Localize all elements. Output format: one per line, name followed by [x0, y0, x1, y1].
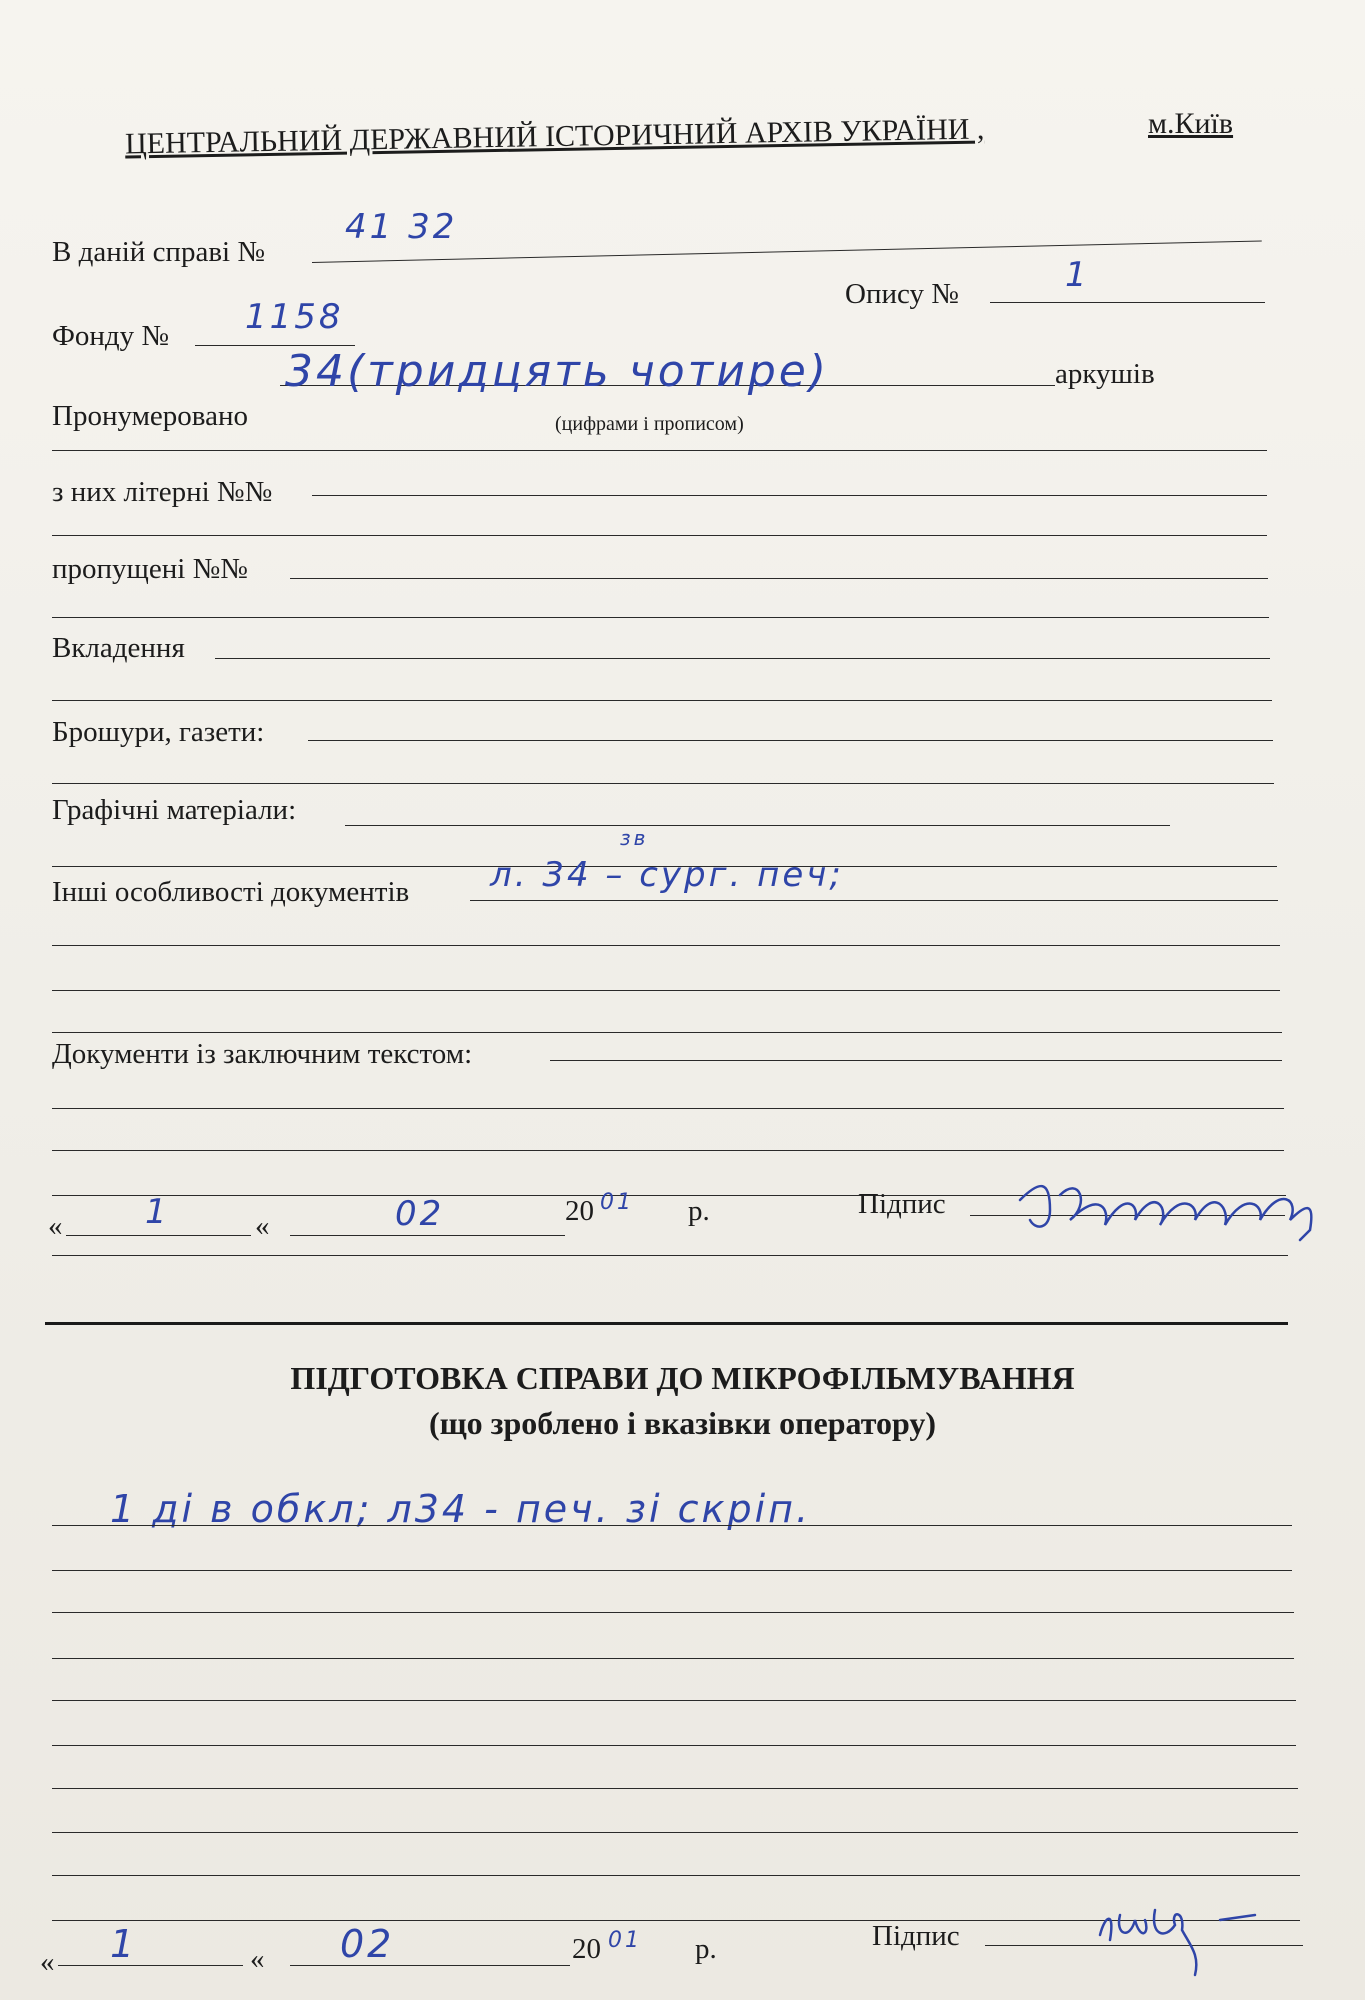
case-number-label: В даній справі № [52, 236, 265, 268]
date1-month-line [290, 1235, 565, 1236]
missing-numbers-line [290, 578, 1268, 579]
section2-subtitle: (що зроблено і вказівки оператору) [428, 1405, 937, 1441]
inventory-label: Опису № [845, 278, 959, 310]
blank-line [52, 535, 1267, 536]
archive-title: ЦЕНТРАЛЬНИЙ ДЕРЖАВНИЙ ІСТОРИЧНИЙ АРХІВ УКРАЇНИ , [124, 112, 985, 161]
other-features-value: л. 34 – сург. печ; [490, 855, 844, 895]
blank-line [52, 450, 1267, 451]
blank-line [52, 700, 1272, 701]
note-line [52, 1745, 1296, 1746]
final-docs-label: Документи із заключним текстом: [52, 1038, 473, 1070]
case-number-value: 41 32 [345, 207, 458, 247]
blank-line [52, 1255, 1288, 1256]
blank-line [52, 990, 1280, 991]
date2-month: 02 [340, 1922, 395, 1966]
final-docs-line [550, 1060, 1282, 1061]
other-features-mark: зв [620, 826, 649, 850]
signature2-icon [1090, 1895, 1290, 1990]
section2-note: 1 ді в обкл; л34 - печ. зі скріп. [110, 1487, 812, 1531]
blank-line [52, 783, 1274, 784]
other-features-line [470, 900, 1278, 901]
numbered-label: Пронумеровано [52, 400, 249, 432]
blank-line [52, 945, 1280, 946]
date2-year-suffix: р. [695, 1933, 717, 1965]
fund-value: 1158 [245, 297, 344, 337]
blank-line [52, 1108, 1284, 1109]
note-line [52, 1525, 1292, 1526]
signature2-label: Підпис [872, 1920, 960, 1952]
attachments-line [215, 658, 1270, 659]
date1-year-prefix: 20 [565, 1195, 594, 1227]
note-line [52, 1612, 1294, 1613]
note-line [52, 1658, 1294, 1659]
date2-quote-open: « [40, 1946, 55, 1978]
numbered-value: 34(тридцять чотире) [285, 346, 830, 397]
letter-numbers-line [312, 495, 1267, 496]
section2-title: ПІДГОТОВКА СПРАВИ ДО МІКРОФІЛЬМУВАННЯ [290, 1360, 1075, 1396]
brochures-line [308, 740, 1273, 741]
numbered-hint: (цифрами і прописом) [555, 413, 744, 435]
signature1-icon [1010, 1170, 1330, 1245]
inventory-line [990, 302, 1265, 303]
date2-day-line [58, 1965, 243, 1966]
attachments-label: Вкладення [52, 632, 185, 664]
date1-quote-close: « [255, 1210, 270, 1242]
blank-line [52, 1150, 1284, 1151]
numbered-suffix: аркушів [1055, 358, 1155, 390]
note-line [52, 1700, 1296, 1701]
date1-month: 02 [395, 1194, 445, 1234]
note-line [52, 1570, 1292, 1571]
date1-quote-open: « [48, 1210, 63, 1242]
date1-year-suffix: р. [688, 1195, 710, 1227]
graphics-label: Графічні матеріали: [52, 794, 297, 826]
blank-line [52, 617, 1269, 618]
date2-year-prefix: 20 [572, 1933, 601, 1965]
missing-numbers-label: пропущені №№ [52, 553, 248, 585]
date2-year-handwritten: 01 [608, 1928, 642, 1953]
note-line [52, 1875, 1300, 1876]
other-features-label: Інші особливості документів [52, 876, 410, 908]
date2-quote-close: « [250, 1943, 265, 1975]
date2-month-line [290, 1965, 570, 1966]
blank-line [52, 1032, 1282, 1033]
date2-day: 1 [110, 1922, 138, 1966]
brochures-label: Брошури, газети: [52, 716, 265, 748]
letter-numbers-label: з них літерні №№ [52, 476, 273, 508]
date1-day-line [66, 1235, 251, 1236]
signature1-label: Підпис [858, 1188, 946, 1220]
fund-label: Фонду № [52, 320, 170, 352]
inventory-value: 1 [1065, 255, 1090, 295]
date1-day: 1 [145, 1192, 170, 1232]
city-label: м.Київ [1148, 107, 1234, 140]
date1-year-handwritten: 01 [600, 1190, 634, 1215]
graphics-line [345, 825, 1170, 826]
note-line [52, 1832, 1298, 1833]
note-line [52, 1788, 1298, 1789]
section-divider [45, 1322, 1288, 1325]
